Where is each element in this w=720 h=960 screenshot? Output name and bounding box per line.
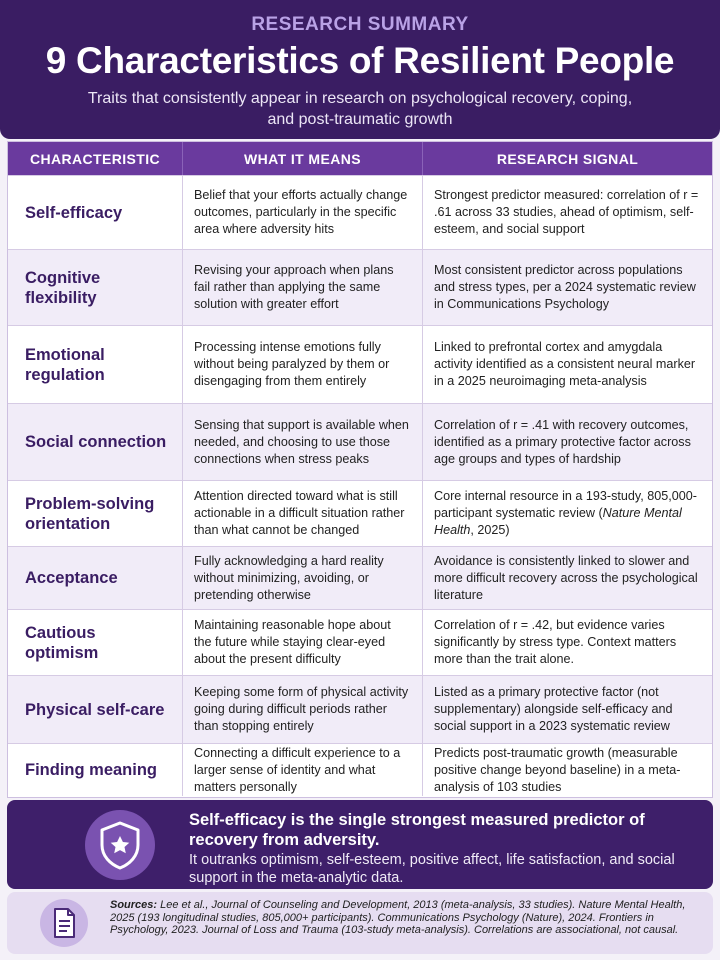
table-row [8, 609, 712, 675]
research-signal: Predicts post-traumatic growth (measurable positive change beyond baseline) in a meta-analysis of 103 studies [434, 745, 681, 794]
characteristic-meaning: Revising your approach when plans fail rather than applying the same solution with greater effort [183, 250, 423, 325]
table-header [8, 142, 712, 175]
characteristic-name: Cautious optimism [8, 610, 183, 675]
characteristic-name: Problem-solving orientation [8, 481, 183, 546]
page-title: 9 Characteristics of Resilient People [45, 40, 675, 81]
research-signal: Avoidance is consistently linked to slower and more difficult recovery across the psychological literature [434, 553, 698, 602]
table-row [8, 546, 712, 609]
research-signal-journal: Nature Mental Health [434, 506, 682, 537]
shield-star-icon [84, 809, 156, 881]
characteristic-name: Physical self-care [8, 676, 183, 743]
characteristic-meaning: Maintaining reasonable hope about the future while staying clear-eyed about the present difficulty [183, 610, 423, 675]
research-signal [423, 481, 712, 546]
characteristic-meaning: Processing intense emotions fully without being paralyzed by them or disengaging from them entirely [183, 326, 423, 403]
callout-body: It outranks optimism, self-esteem, positive affect, life satisfaction, and social support in the meta-analytic data. [189, 852, 675, 886]
characteristics-table [7, 141, 713, 798]
table-row [8, 480, 712, 546]
sources-citations: Lee et al., Journal of Counseling and Development, 2013 (meta-analysis, 33 studies). Nature Mental Health, 2025 (193 longitudinal studies, 805,000+ participants). Communications Psychology (Nature), 2024. Frontiers in Psychology, 2023. Journal of Loss and Trauma (103-study meta-analysis). Correlations are associational, not causal. [110, 899, 686, 936]
sources-text [110, 899, 700, 937]
research-signal: Correlation of r = .41 with recovery outcomes, identified as a primary protective factor across age groups and types of hardship [434, 417, 691, 466]
table-row [8, 249, 712, 325]
characteristic-meaning: Connecting a difficult experience to a larger sense of identity and what matters personally [183, 744, 423, 796]
table-row [8, 675, 712, 743]
research-signal-text: Core internal resource in a 193-study, 805,000-participant systematic review ( [434, 489, 697, 520]
table-row [8, 325, 712, 403]
characteristic-meaning: Sensing that support is available when needed, and choosing to use those connections when stress peaks [183, 404, 423, 480]
research-signal: Strongest predictor measured: correlation of r = .61 across 33 studies, ahead of optimism, self-esteem, and social support [434, 188, 699, 236]
characteristic-meaning: Fully acknowledging a hard reality without minimizing, avoiding, or pretending otherwise [183, 547, 423, 609]
table-row [8, 403, 712, 480]
table-row [8, 743, 712, 796]
research-signal: Listed as a primary protective factor (not supplementary) alongside self-efficacy and social support in a 2023 systematic review [434, 685, 673, 733]
column-header-characteristic: CHARACTERISTIC [8, 142, 183, 175]
characteristic-name: Social connection [8, 404, 183, 480]
document-icon [39, 898, 89, 948]
column-header-meaning: WHAT IT MEANS [183, 142, 423, 175]
characteristic-meaning: Keeping some form of physical activity going during difficult periods rather than stopping entirely [183, 676, 423, 743]
characteristic-name: Acceptance [8, 547, 183, 609]
characteristic-meaning: Attention directed toward what is still actionable in a difficult situation rather than what cannot be changed [183, 481, 423, 546]
header-banner [0, 0, 720, 139]
characteristic-name: Cognitive flexibility [8, 250, 183, 325]
column-header-signal: RESEARCH SIGNAL [496, 150, 639, 167]
research-signal-year: , 2025) [470, 523, 510, 537]
research-signal: Most consistent predictor across populations and stress types, per a 2024 systematic review in Communications Psychology [434, 263, 696, 311]
key-finding-callout [7, 800, 713, 889]
characteristic-meaning: Belief that your efforts actually change outcomes, particularly in the specific area where adversity hits [183, 176, 423, 249]
callout-headline: Self-efficacy is the single strongest measured predictor of recovery from adversity. [189, 811, 645, 849]
page-subtitle: Traits that consistently appear in research on psychological recovery, coping, and post-traumatic growth [87, 90, 633, 128]
characteristic-name: Self-efficacy [8, 176, 183, 249]
characteristic-name: Emotional regulation [8, 326, 183, 403]
research-signal: Correlation of r = .42, but evidence varies significantly by stress type. Context matters more than the trait alone. [434, 618, 677, 666]
kicker-label: RESEARCH SUMMARY [251, 14, 469, 35]
sources-footer [7, 892, 713, 954]
sources-label: Sources: [110, 899, 158, 911]
research-signal: Linked to prefrontal cortex and amygdala activity identified as a consistent neural marker in a 2025 neuroimaging meta-analysis [434, 340, 696, 388]
characteristic-name: Finding meaning [8, 744, 183, 796]
table-row [8, 175, 712, 249]
